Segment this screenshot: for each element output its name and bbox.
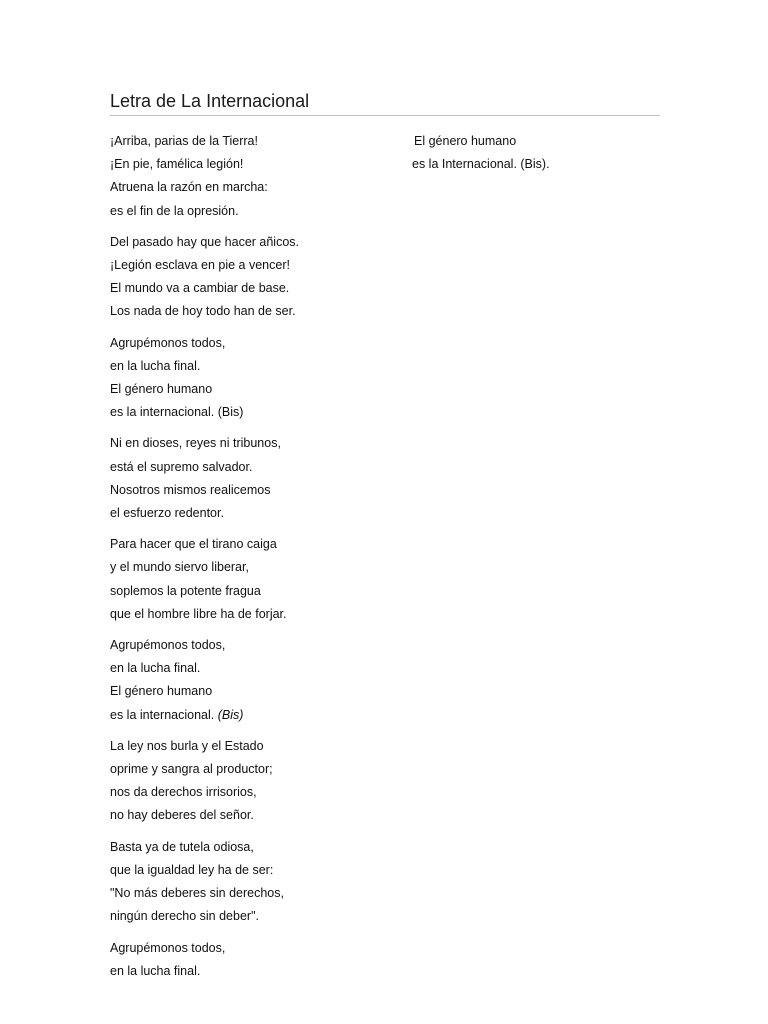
- bis-marker: (Bis): [217, 707, 244, 722]
- lyric-line: [110, 704, 390, 727]
- lyric-line: oprime y sangra al productor;: [110, 762, 273, 777]
- stanza: [110, 634, 390, 727]
- lyric-line: Basta ya de tutela odiosa,: [110, 839, 254, 854]
- lyric-line: en la lucha final.: [110, 358, 201, 373]
- lyric-line: es el fin de la opresión.: [110, 203, 239, 218]
- stanza: [110, 432, 390, 525]
- stanza: [110, 130, 390, 223]
- lyric-line: Del pasado hay que hacer añicos.: [110, 234, 300, 249]
- lyric-line: que el hombre libre ha de forjar.: [110, 606, 287, 621]
- lyric-line: El género humano: [414, 134, 517, 148]
- lyrics-left-column: [110, 130, 390, 991]
- lyric-line: soplemos la potente fragua: [110, 583, 261, 598]
- lyric-line: El género humano: [110, 382, 213, 397]
- lyric-line: Agrupémonos todos,: [110, 940, 226, 955]
- lyric-line: ningún derecho sin deber".: [110, 909, 259, 924]
- lyric-line: Nosotros mismos realicemos: [110, 482, 271, 497]
- lyric-line: "No más deberes sin derechos,: [110, 886, 284, 901]
- lyric-line: no hay deberes del señor.: [110, 808, 254, 823]
- lyric-line: Agrupémonos todos,: [110, 638, 226, 653]
- lyric-line: ¡Arriba, parias de la Tierra!: [110, 134, 258, 148]
- page-title: Letra de La Internacional: [110, 91, 310, 111]
- lyric-line: en la lucha final.: [110, 661, 201, 676]
- lyric-line: El mundo va a cambiar de base.: [110, 281, 290, 296]
- title-divider: [110, 115, 660, 116]
- lyric-line: está el supremo salvador.: [110, 459, 253, 474]
- lyric-line-text: es la internacional.: [110, 707, 215, 722]
- lyric-line: en la lucha final.: [110, 963, 201, 978]
- lyric-line: nos da derechos irrisorios,: [110, 785, 257, 800]
- lyric-line: Los nada de hoy todo han de ser.: [110, 304, 296, 319]
- stanza: [110, 735, 390, 828]
- lyric-line: es la internacional. (Bis): [110, 405, 244, 420]
- stanza: [110, 937, 390, 983]
- lyric-line: El género humano: [110, 684, 213, 699]
- lyric-line: Agrupémonos todos,: [110, 335, 226, 350]
- lyric-line: La ley nos burla y el Estado: [110, 738, 264, 753]
- stanza: [110, 332, 390, 425]
- lyric-line: Ni en dioses, reyes ni tribunos,: [110, 436, 281, 451]
- lyric-line: y el mundo siervo liberar,: [110, 560, 249, 575]
- lyric-line: ¡Legión esclava en pie a vencer!: [110, 258, 290, 273]
- lyric-line: Para hacer que el tirano caiga: [110, 537, 277, 552]
- lyric-line: ¡En pie, famélica legión!: [110, 157, 244, 172]
- lyric-line: que la igualdad ley ha de ser:: [110, 862, 274, 877]
- stanza: [110, 533, 390, 626]
- stanza: [110, 836, 390, 929]
- lyric-line: Atruena la razón en marcha:: [110, 180, 268, 195]
- lyric-line: es la Internacional. (Bis).: [412, 157, 550, 172]
- stanza: [110, 231, 390, 324]
- lyrics-right-column: [412, 130, 662, 176]
- lyric-line: el esfuerzo redentor.: [110, 506, 224, 521]
